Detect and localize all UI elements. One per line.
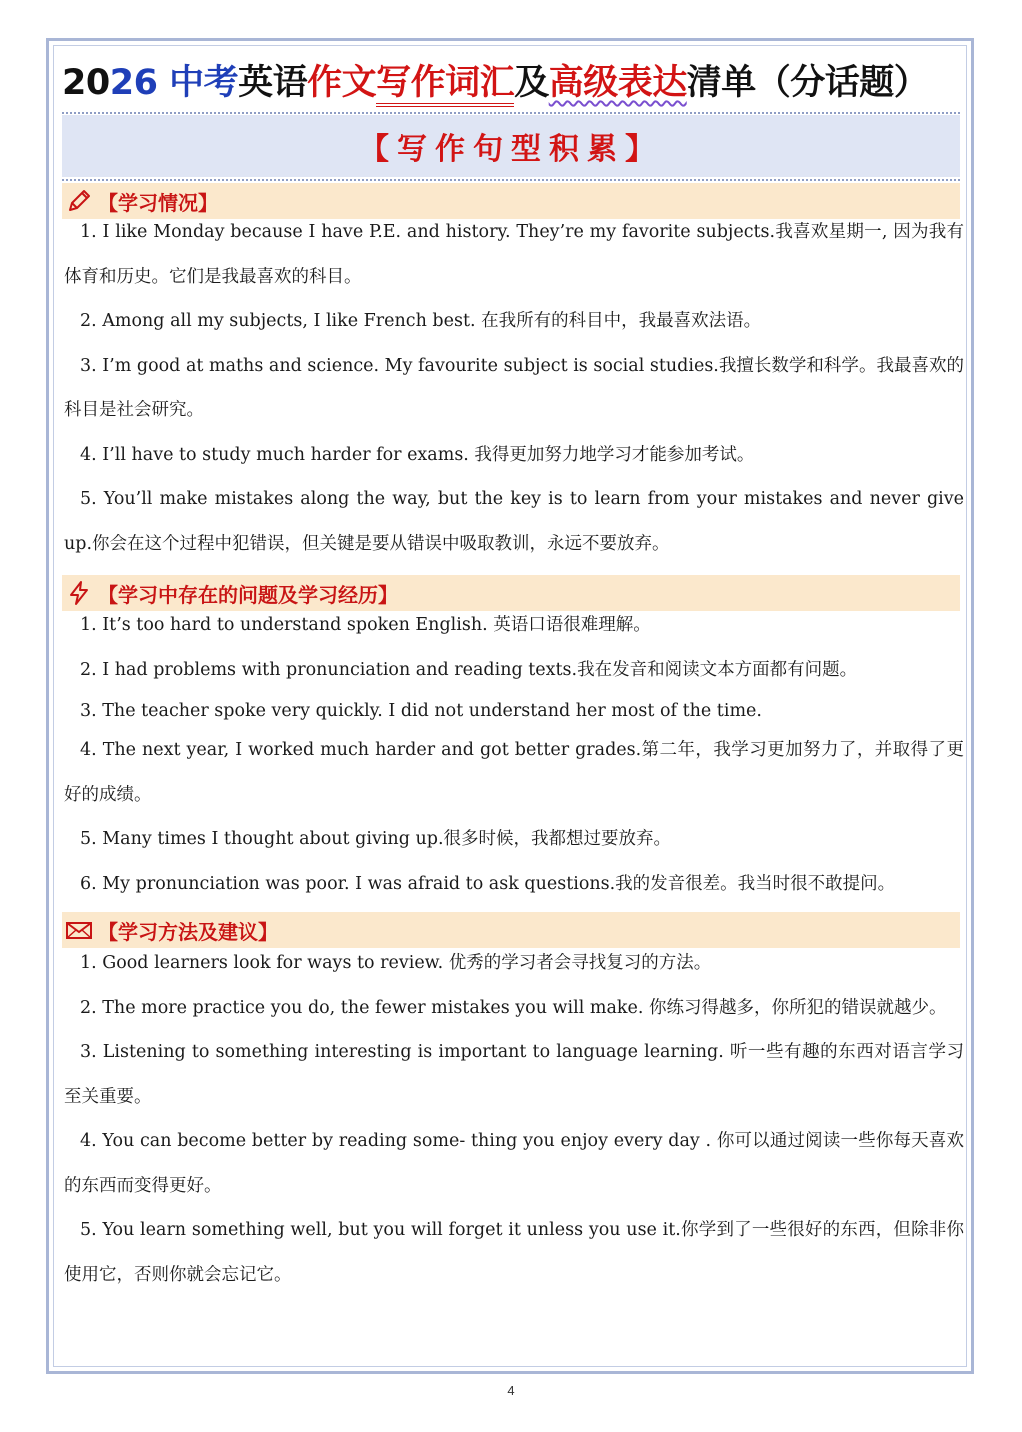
subtitle-text: 【写作句型积累】: [359, 132, 663, 167]
sentence-item: 3. Listening to something interesting is important to language learning. 听一些有趣的东西对语言学习至关重要。: [64, 1042, 964, 1107]
page-number: 4: [507, 1383, 515, 1398]
title-part-essay: 作文: [307, 63, 377, 103]
sentence-item: 6. My pronunciation was poor. I was afraid to ask questions.我的发音很差。我当时很不敢提问。: [80, 873, 896, 894]
title-divider-top: [62, 112, 960, 114]
section-heading: 【学习中存在的问题及学习经历】: [98, 582, 398, 607]
title-part-year-b: 26: [109, 63, 170, 103]
title-part-english: 英语: [238, 63, 308, 103]
title-divider-bottom: [62, 179, 960, 181]
title-part-list: 清单（分话题）: [686, 63, 929, 103]
subtitle-banner: [62, 115, 960, 177]
sentence-item: 5. You’ll make mistakes along the way, but the key is to learn from your mistakes and never give up.你会在这个过程中犯错误，但关键是要从错误中吸取教训，永远不要放弃。: [64, 489, 964, 554]
title-part-year-a: 20: [62, 63, 110, 103]
sentence-item: 1. It’s too hard to understand spoken English. 英语口语很难理解。: [80, 615, 651, 635]
title-part-and: 及: [514, 63, 549, 103]
sentence-item: 1. I like Monday because I have P.E. and history. They’re my favorite subjects.我喜欢星期一, 因为我有体育和历史。它们是我最喜欢的科目。: [64, 222, 964, 287]
sentence-item: 2. The more practice you do, the fewer mistakes you will make. 你练习得越多，你所犯的错误就越少。: [80, 997, 947, 1018]
title-part-exam: 中考: [169, 63, 239, 103]
section-heading: 【学习情况】: [98, 190, 218, 215]
sentence-item: 4. The next year, I worked much harder and got better grades.第二年，我学习更加努力了，并取得了更好的成绩。: [64, 740, 964, 805]
sentence-item: 5. You learn something well, but you will forget it unless you use it.你学到了一些很好的东西，但除非你使用它，否则你就会忘记它。: [64, 1220, 964, 1285]
document-title: [62, 58, 962, 108]
sentence-item: 1. Good learners look for ways to review. 优秀的学习者会寻找复习的方法。: [80, 953, 712, 973]
sentence-item: 3. I’m good at maths and science. My favourite subject is social studies.我擅长数学和科学。我最喜欢的科目是社会研究。: [64, 355, 964, 420]
sentence-item: 3. The teacher spoke very quickly. I did not understand her most of the time.: [80, 701, 762, 721]
sentence-item: 5. Many times I thought about giving up.很多时候，我都想过要放弃。: [80, 829, 671, 849]
sentence-item: 2. I had problems with pronunciation and reading texts.我在发音和阅读文本方面都有问题。: [80, 659, 858, 680]
section-body-methods: [64, 941, 964, 1297]
sentence-item: 4. I’ll have to study much harder for exams. 我得更加努力地学习才能参加考试。: [80, 444, 755, 465]
section-heading: 【学习方法及建议】: [98, 919, 278, 944]
sentence-item: 4. You can become better by reading some- thing you enjoy every day . 你可以通过阅读一些你每天喜欢的东西而变得更好。: [64, 1131, 964, 1196]
section-body-study-status: [64, 210, 964, 566]
title-part-advanced: 高级表达: [548, 63, 687, 103]
sentence-item: 2. Among all my subjects, I like French best. 在我所有的科目中，我最喜欢法语。: [80, 311, 762, 331]
section-body-problems: [64, 603, 964, 906]
title-part-vocab: 写作词汇: [376, 63, 514, 107]
